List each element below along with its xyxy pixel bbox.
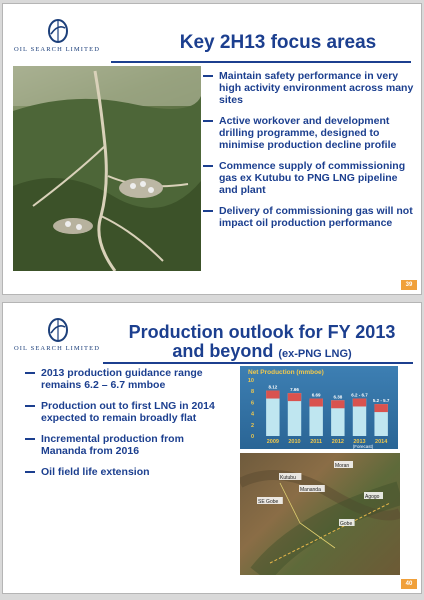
map-label: Gobe [340,521,353,527]
title-line-2 [107,342,417,364]
focus-area-list [201,70,416,238]
x-tick-label: 2012 [331,439,344,445]
net-production-chart-svg [240,366,398,449]
slide-title [107,323,417,364]
list-item: Delivery of commissioning gas will not impact oil production performance [201,205,416,229]
production-bar-cap [266,391,279,399]
map-label: Mananda [300,487,321,493]
oil-search-emblem-icon [47,317,69,343]
map-label: SE Gobe [258,499,279,505]
logo-text: OIL SEARCH LIMITED [14,46,100,53]
page-number: 40 [401,579,417,589]
list-item: Active workover and development drilling programme, designed to minimise production decline profile [201,115,416,151]
x-tick-label: 2010 [288,439,301,445]
page-number: 39 [401,280,417,290]
slide-production-outlook [2,302,422,594]
forecast-label: (Forecast) [352,444,374,449]
chart-title: Net Production (mmboe) [248,369,324,376]
field-location-map [240,453,400,575]
bar-value-label: 7.66 [290,387,299,393]
production-bar-cap [309,399,322,407]
list-item: Maintain safety performance in very high activity environment across many sites [201,70,416,106]
oil-search-logo [11,18,103,60]
rainforest-road-photo [13,66,201,271]
x-tick-label: 2013 [353,439,366,445]
title-rule [103,362,413,364]
production-bar-cap [374,404,387,412]
production-bar-cap [288,393,301,401]
list-item: Production out to first LNG in 2014 expected to remain broadly flat [25,400,225,424]
y-tick-label: 6 [250,400,254,407]
title-suffix: (ex-PNG LNG) [278,348,352,360]
outlook-list [25,367,225,487]
y-tick-label: 0 [250,434,254,440]
oil-search-emblem-icon [47,18,69,44]
y-tick-label: 8 [250,389,254,396]
y-tick-label: 4 [250,411,254,418]
oil-search-logo [11,317,103,359]
x-tick-label: 2014 [375,439,388,445]
net-production-chart [240,366,398,449]
list-item: Incremental production from Mananda from 2016 [25,433,225,457]
rainforest-road-image [13,66,201,271]
bar-value-label: 6.38 [333,394,343,400]
list-item: Commence supply of commissioning gas ex Kutubu to PNG LNG pipeline and plant [201,160,416,196]
list-item: Oil field life extension [25,466,225,478]
map-label: Kutubu [280,475,296,481]
bar-value-label: 8.12 [268,384,278,390]
y-tick-label: 2 [250,422,254,429]
bar-value-label: 6.69 [311,392,321,398]
field-map-image [240,453,400,575]
production-bar-cap [331,400,344,408]
x-tick-label: 2009 [266,439,279,445]
x-tick-label: 2011 [310,439,323,445]
title-line-1: Production outlook for FY 2013 [128,322,396,342]
map-label: Moran [335,463,350,469]
bar-value-label: 6.2 - 6.7 [351,392,368,398]
title-line-2-main: and beyond [172,341,274,361]
list-item: 2013 production guidance range remains 6.2 – 6.7 mmboe [25,367,225,391]
production-bar-cap [353,398,366,406]
slide-key-focus-areas [2,3,422,295]
y-tick-label: 10 [247,378,254,384]
slide-title: Key 2H13 focus areas [179,32,377,53]
title-rule [111,61,411,63]
map-label: Agogo [365,494,380,500]
bar-value-label: 5.2 - 5.7 [372,398,390,404]
logo-text: OIL SEARCH LIMITED [14,345,100,352]
